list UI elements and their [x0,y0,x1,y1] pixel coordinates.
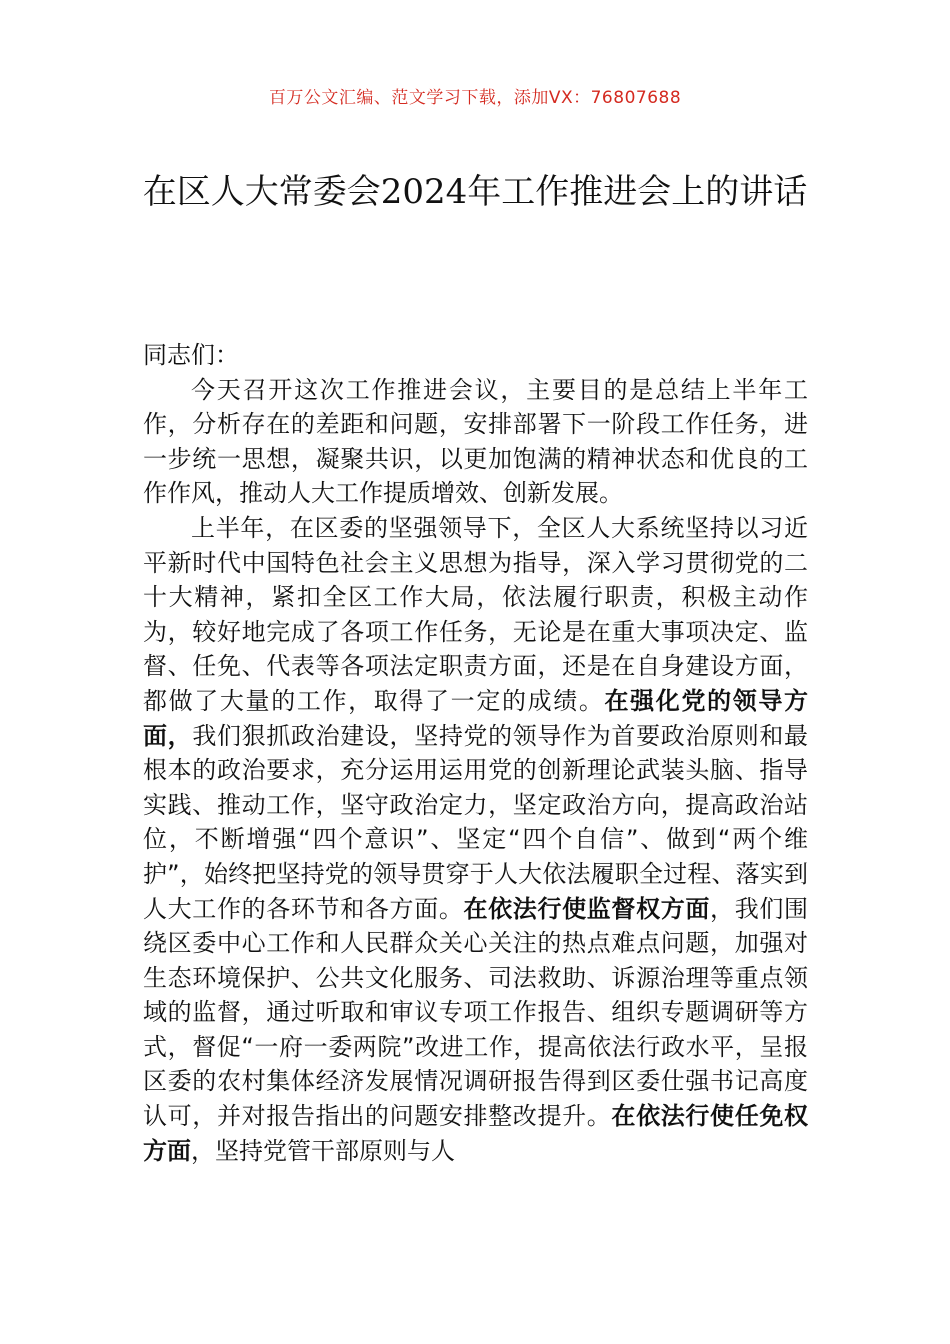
paragraph-achievements [143,511,808,1168]
header-banner: 百万公文汇编、范文学习下载，添加VX：76807688 [268,88,682,108]
bold-heading-supervision: 在依法行使监督权方面 [463,894,711,923]
bold-heading-appointment: 在依法行使任免权方面 [143,1102,808,1165]
bold-heading-party-leadership: 在强化党的领导方面， [143,686,809,750]
salutation: 同志们： [143,341,239,369]
paragraph-intro: 今天召开这次工作推进会议，主要目的是总结上半年工作，分析存在的差距和问题，安排部署下一阶段工作任务，进一步统一思想，凝聚共识，以更加饱满的精神状态和优良的工作作风，推动人大工作提质增效、创新发展。 [143,375,808,508]
page-title: 在区人大常委会2024年工作推进会上的讲话 [142,172,808,212]
paragraph-text: 上半年，在区委的坚强领导下，全区人大系统坚持以习近平新时代中国特色社会主义思想为指导，深入学习贯彻党的二十大精神，紧扣全区工作大局，依法履行职责，积极主动作为，较好地完成了各项工作任务，无论是在重大事项决定、监督、任免、代表等各项法定职责方面，还是在自身建设方面，都做了大量的工作，取得了一定的成绩。 [143,513,808,715]
paragraph-text: ，坚持党管干部原则与人 [191,1136,455,1165]
paragraph-text: 我们狠抓政治建设，坚持党的领导作为首要政治原则和最根本的政治要求，充分运用运用党的创新理论武装头脑、指导实践、推动工作，坚守政治定力，坚定政治方向，提高政治站位，不断增强“四个意识”、坚定“四个自信”、做到“两个维护”，始终把坚持党的领导贯穿于人大依法履职全过程、落实到人大工作的各环节和各方面。 [143,721,809,923]
document-body [143,338,808,1168]
paragraph-text: ，我们围绕区委中心工作和人民群众关心关注的热点难点问题，加强对生态环境保护、公共文化服务、司法救助、诉源治理等重点领域的监督，通过听取和审议专项工作报告、组织专题调研等方式，督促“一府一委两院”改进工作，提高依法行政水平，呈报区委的农村集体经济发展情况调研报告得到区委仕强书记高度认可，并对报告指出的问题安排整改提升。 [143,894,809,1131]
